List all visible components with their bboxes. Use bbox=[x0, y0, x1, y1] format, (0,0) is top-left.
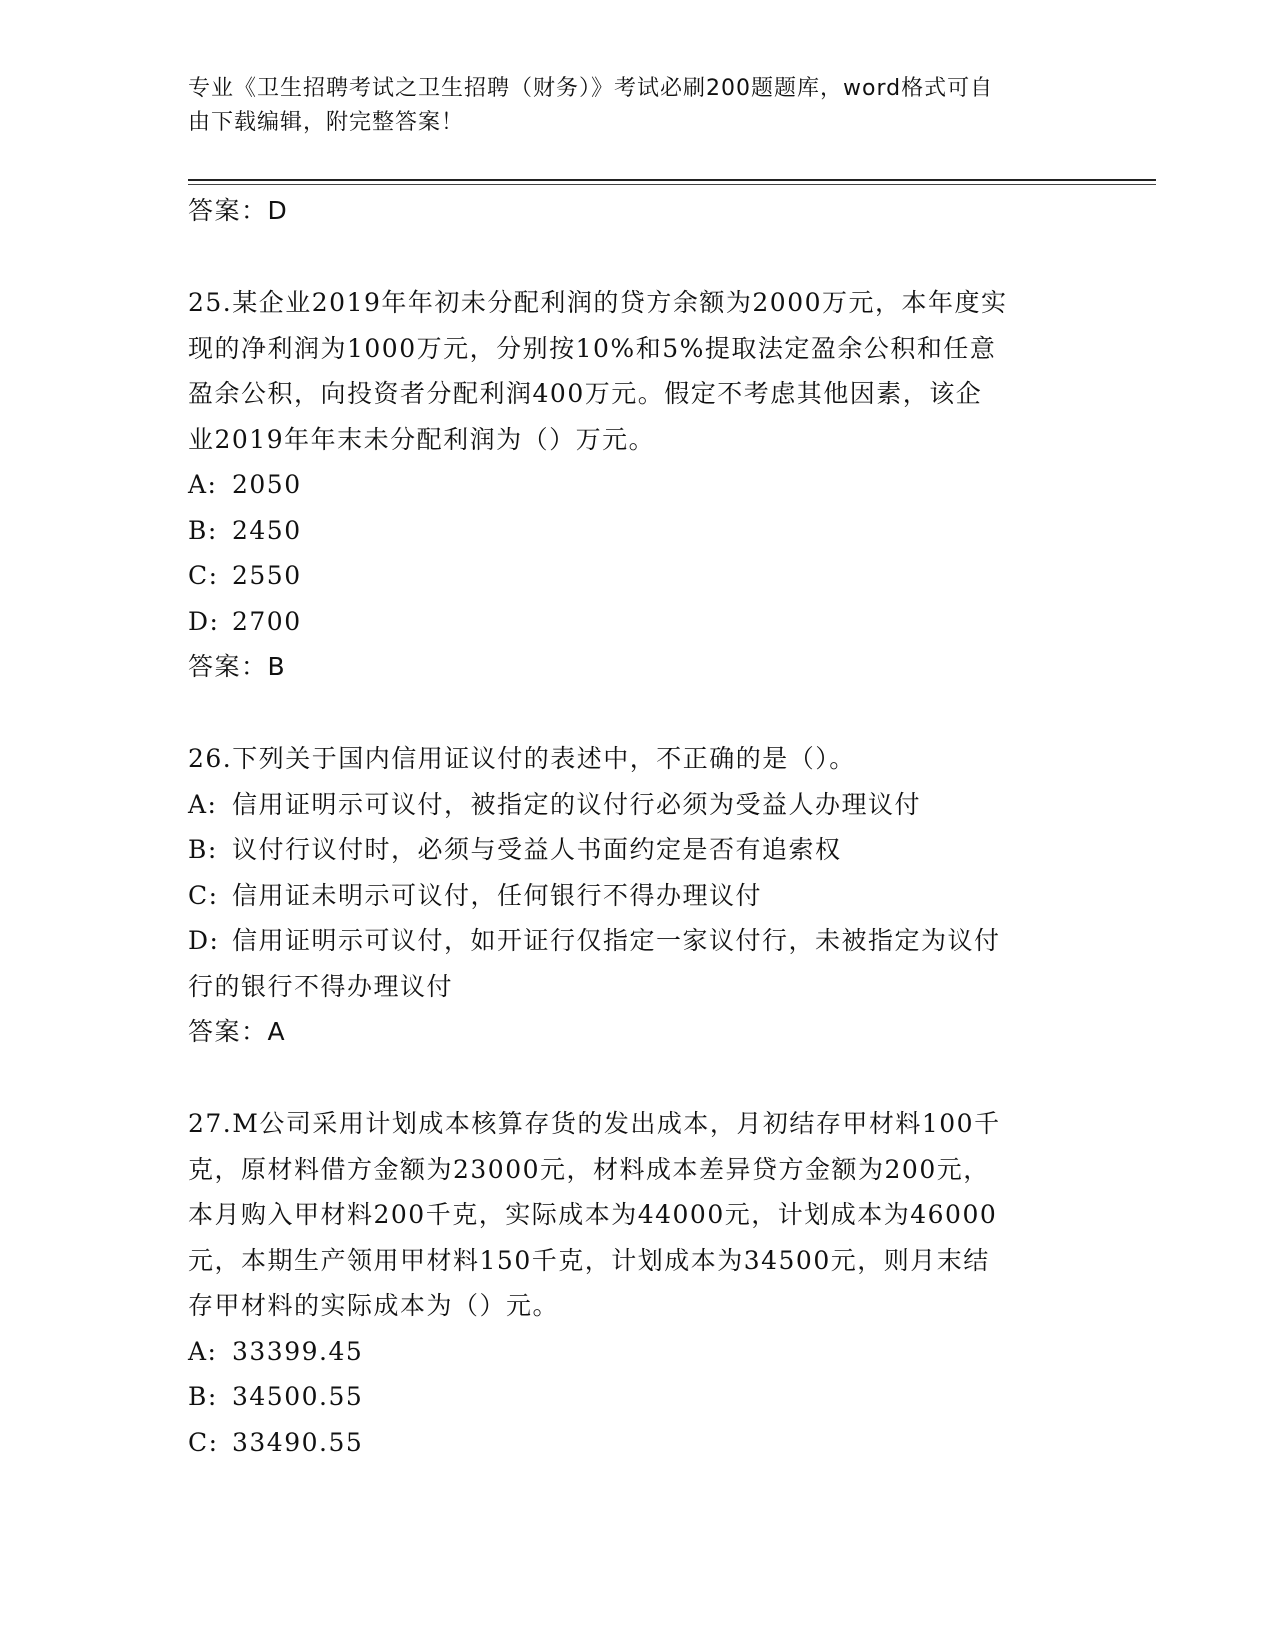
question-text-line: 元，本期生产领用甲材料150千克，计划成本为34500元，则月末结 bbox=[188, 1245, 990, 1275]
option-label: C: bbox=[188, 561, 219, 590]
header-divider-thin bbox=[188, 184, 1156, 185]
question-text-line: 26.下列关于国内信用证议付的表述中，不正确的是（）。 bbox=[188, 744, 856, 773]
option-label: B: bbox=[188, 1382, 218, 1411]
option-text: 34500.55 bbox=[232, 1382, 364, 1411]
option-b bbox=[188, 827, 1078, 873]
option-text: 33399.45 bbox=[232, 1336, 364, 1366]
option-label: C: bbox=[188, 880, 219, 910]
option-label: B: bbox=[188, 515, 218, 545]
question-27 bbox=[188, 1101, 1078, 1465]
option-b bbox=[188, 508, 1078, 554]
option-text: 信用证未明示可议付，任何银行不得办理议付 bbox=[232, 880, 763, 910]
answer: 答案：B bbox=[188, 652, 287, 681]
option-label: C: bbox=[188, 1427, 219, 1457]
option-text: 2700 bbox=[232, 606, 302, 636]
question-text-line: 存甲材料的实际成本为（）元。 bbox=[188, 1291, 560, 1320]
option-a bbox=[188, 782, 1078, 828]
question-25 bbox=[188, 280, 1078, 690]
previous-answer: 答案：D bbox=[188, 196, 289, 225]
option-label: A: bbox=[188, 1336, 218, 1366]
option-text: 33490.55 bbox=[232, 1427, 364, 1457]
question-text-line: 本月购入甲材料200千克，实际成本为44000元，计划成本为46000 bbox=[188, 1200, 998, 1229]
option-a bbox=[188, 1329, 1078, 1375]
option-d-continuation: 行的银行不得办理议付 bbox=[188, 971, 454, 1001]
header-divider bbox=[188, 179, 1156, 181]
option-label: D: bbox=[188, 926, 220, 955]
option-c bbox=[188, 553, 1078, 599]
option-c bbox=[188, 873, 1078, 919]
option-label: A: bbox=[188, 789, 218, 819]
option-text: 2550 bbox=[232, 561, 302, 590]
option-text: 2050 bbox=[232, 470, 302, 499]
option-d bbox=[188, 599, 1078, 645]
option-c bbox=[188, 1420, 1078, 1466]
question-list bbox=[188, 188, 1078, 1465]
option-a bbox=[188, 462, 1078, 508]
option-label: A: bbox=[188, 470, 218, 499]
option-label: D: bbox=[188, 606, 220, 636]
option-text: 议付行议付时，必须与受益人书面约定是否有追索权 bbox=[232, 835, 842, 864]
header-line-1: 专业《卫生招聘考试之卫生招聘（财务）》考试必刷200题题库，word格式可自 bbox=[188, 76, 994, 101]
option-text: 信用证明示可议付，如开证行仅指定一家议付行，未被指定为议付 bbox=[232, 926, 1001, 955]
option-text: 信用证明示可议付，被指定的议付行必须为受益人办理议付 bbox=[232, 789, 922, 819]
question-text-line: 25.某企业2019年年初未分配利润的贷方余额为2000万元，本年度实 bbox=[188, 288, 1008, 317]
option-b bbox=[188, 1374, 1078, 1420]
option-d bbox=[188, 918, 1078, 964]
header-line-2: 由下载编辑，附完整答案！ bbox=[188, 110, 465, 135]
page-header bbox=[188, 72, 1068, 140]
option-text: 2450 bbox=[232, 515, 302, 545]
question-text-line: 现的净利润为1000万元，分别按10%和5%提取法定盈余公积和任意 bbox=[188, 333, 997, 363]
question-text-line: 克，原材料借方金额为23000元，材料成本差异贷方金额为200元， bbox=[188, 1154, 990, 1184]
question-text-line: 27.M公司采用计划成本核算存货的发出成本，月初结存甲材料100千 bbox=[188, 1109, 1001, 1138]
question-text-line: 盈余公积，向投资者分配利润400万元。假定不考虑其他因素，该企 bbox=[188, 379, 983, 408]
answer: 答案：A bbox=[188, 1017, 287, 1046]
question-26 bbox=[188, 736, 1078, 1055]
question-text-line: 业2019年年末未分配利润为（）万元。 bbox=[188, 424, 656, 454]
option-label: B: bbox=[188, 835, 218, 864]
